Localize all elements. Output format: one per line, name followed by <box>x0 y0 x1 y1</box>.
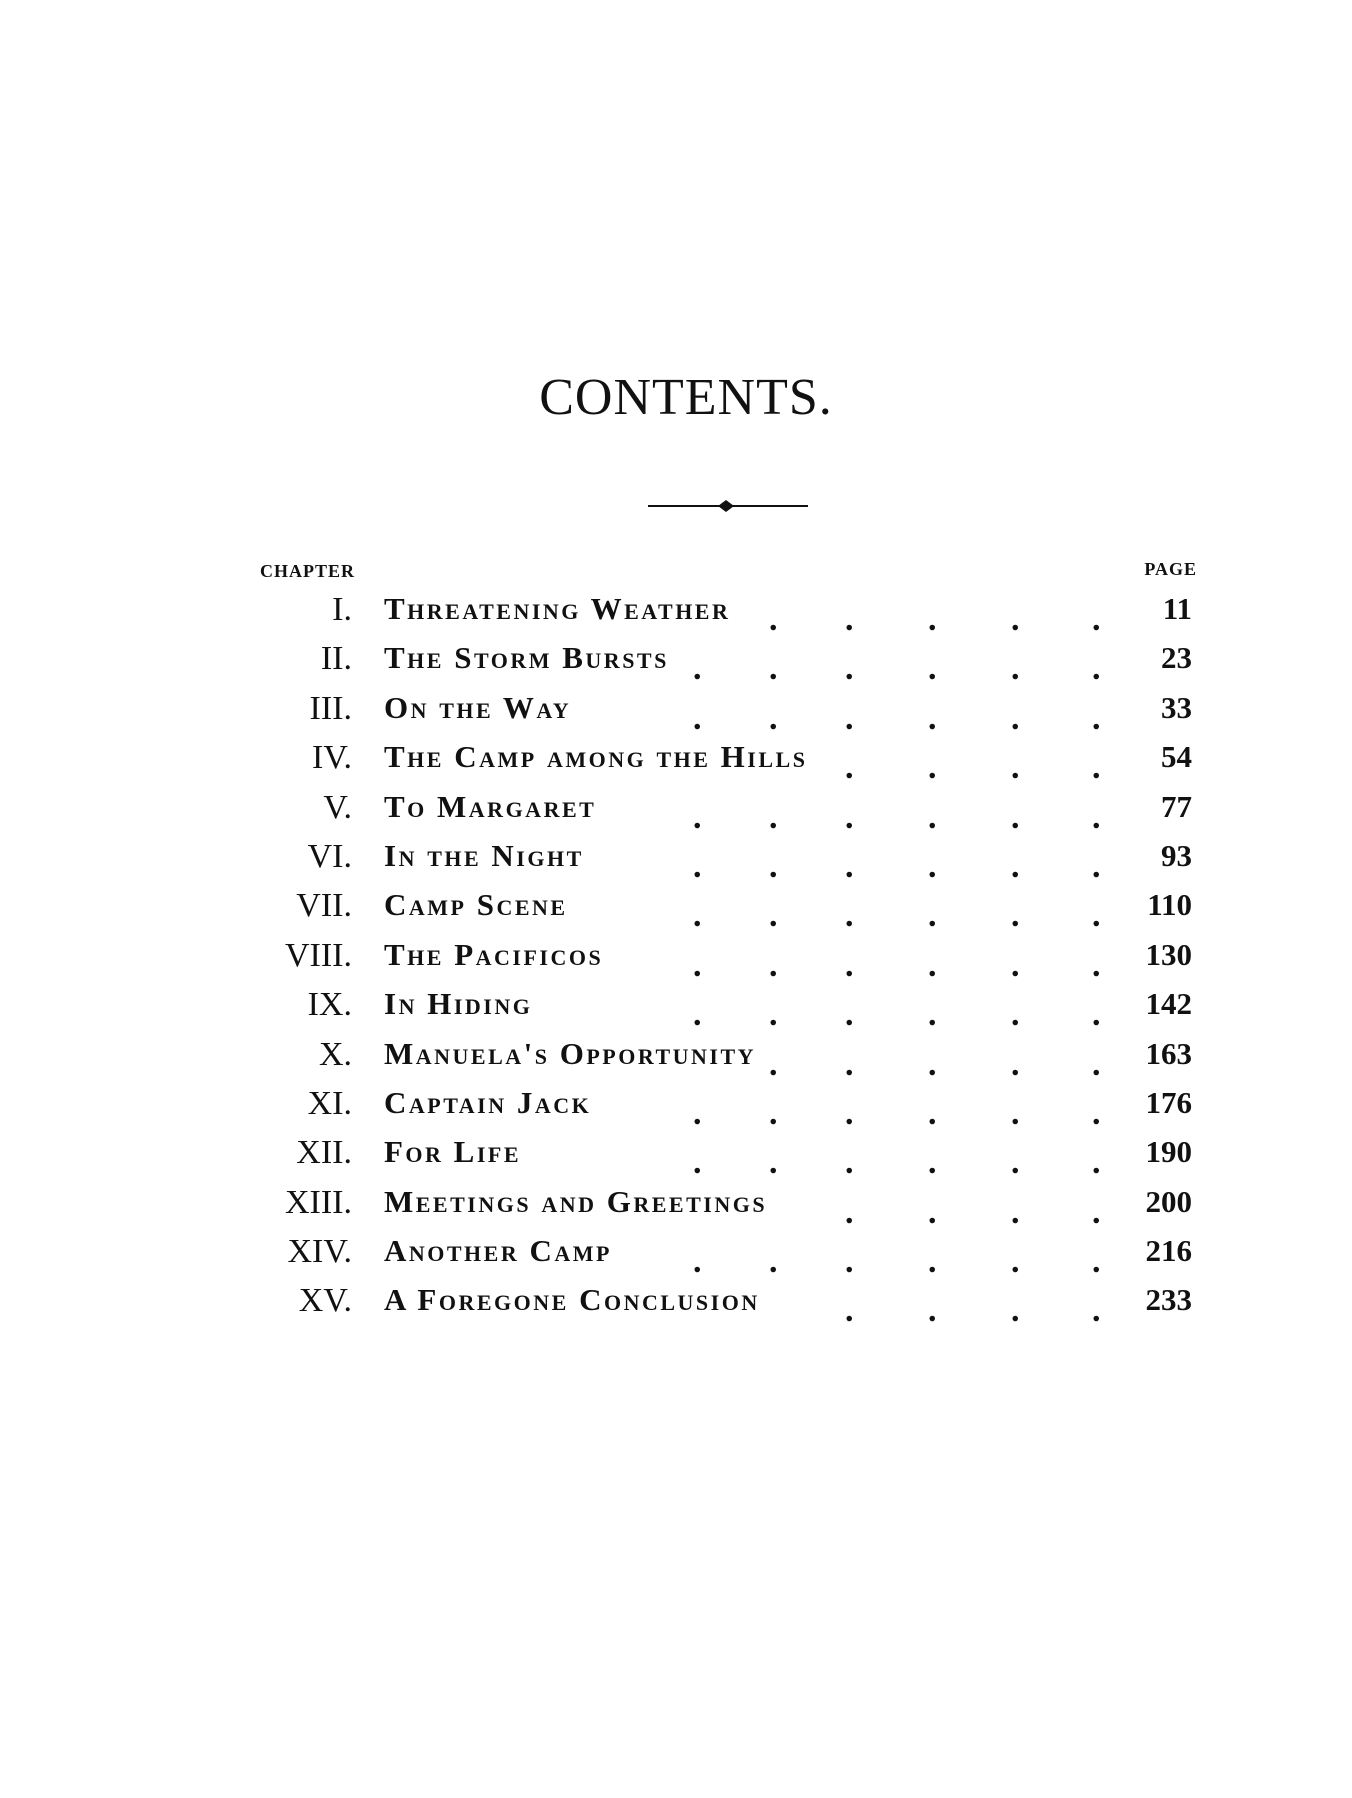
leader-dot: . <box>693 699 702 737</box>
chapter-page-number: 163 <box>1145 1035 1192 1071</box>
leader-dot: . <box>928 1144 937 1182</box>
chapter-title: The Storm Bursts <box>384 640 669 676</box>
chapter-numeral: VII. <box>296 887 352 925</box>
leader-dot: . <box>845 1292 854 1330</box>
chapter-page-number: 11 <box>1162 591 1192 626</box>
leader-dot: . <box>769 1144 778 1182</box>
dot-leaders <box>0 834 1352 883</box>
page-heading: PAGE <box>1144 559 1197 579</box>
chapter-numeral: XV. <box>298 1282 352 1320</box>
leader-dot: . <box>1092 847 1101 885</box>
leader-dot: . <box>769 996 778 1034</box>
leader-dot: . <box>928 1243 937 1281</box>
leader-dot: . <box>693 996 702 1034</box>
chapter-numeral: XII. <box>296 1134 352 1172</box>
chapter-title: Meetings and Greetings <box>384 1183 768 1219</box>
leader-dot: . <box>693 946 702 984</box>
toc-row <box>0 1081 1352 1130</box>
leader-dot: . <box>928 1094 937 1132</box>
leader-dot: . <box>769 946 778 984</box>
leader-dot: . <box>1011 749 1020 787</box>
leader-dot: . <box>845 847 854 885</box>
leader-dot: . <box>769 650 778 688</box>
toc-row <box>0 1130 1352 1182</box>
chapter-numeral: IX. <box>307 986 352 1024</box>
chapter-title: To Margaret <box>384 788 597 824</box>
leader-dot: . <box>928 798 937 836</box>
toc-row <box>0 1278 1352 1330</box>
leader-dot: . <box>1011 601 1020 638</box>
chapter-title: On the Way <box>384 689 572 725</box>
chapter-heading: CHAPTER <box>260 561 356 581</box>
toc-row <box>0 1180 1352 1229</box>
toc-row <box>0 636 1352 688</box>
chapter-page-number: 23 <box>1161 640 1192 676</box>
leader-dot: . <box>845 1045 854 1083</box>
leader-dot: . <box>928 847 937 885</box>
leader-dot: . <box>928 897 937 935</box>
leader-dot: . <box>928 946 937 984</box>
toc-row <box>0 1229 1352 1281</box>
leader-dot: . <box>1092 749 1101 787</box>
leader-dot: . <box>1011 1193 1020 1231</box>
leader-dot: . <box>693 650 702 688</box>
leader-dot: . <box>1011 946 1020 984</box>
chapter-page-number: 233 <box>1145 1282 1192 1318</box>
leader-dot: . <box>1092 650 1101 688</box>
ornament-divider <box>648 496 808 516</box>
leader-dot: . <box>1011 699 1020 737</box>
toc-row <box>0 834 1352 883</box>
leader-dot: . <box>769 847 778 885</box>
leader-dot: . <box>845 1094 854 1132</box>
leader-dot: . <box>1092 897 1101 935</box>
leader-dot: . <box>1011 798 1020 836</box>
leader-dot: . <box>845 1193 854 1231</box>
leader-dot: . <box>1011 847 1020 885</box>
table-of-contents <box>0 587 1352 1328</box>
leader-dot: . <box>928 996 937 1034</box>
leader-dot: . <box>1092 1045 1101 1083</box>
chapter-title: Threatening Weather <box>384 591 731 626</box>
toc-row <box>0 883 1352 935</box>
leader-dot: . <box>769 798 778 836</box>
leader-dot: . <box>845 1243 854 1281</box>
chapter-numeral: II. <box>320 640 352 678</box>
leader-dot: . <box>1011 1094 1020 1132</box>
leader-dot: . <box>1092 1243 1101 1281</box>
chapter-title: For Life <box>384 1134 522 1170</box>
chapter-title: Another Camp <box>384 1233 612 1269</box>
chapter-title: Captain Jack <box>384 1084 592 1120</box>
chapter-numeral: I. <box>332 591 352 628</box>
leader-dot: . <box>845 1144 854 1182</box>
chapter-title: In Hiding <box>384 986 533 1022</box>
chapter-page-number: 176 <box>1145 1084 1192 1120</box>
chapter-title: A Foregone Conclusion <box>384 1282 760 1318</box>
leader-dot: . <box>1092 1094 1101 1132</box>
toc-row <box>0 933 1352 982</box>
chapter-page-number: 142 <box>1145 986 1192 1022</box>
chapter-numeral: XI. <box>307 1084 352 1122</box>
leader-dot: . <box>1092 1144 1101 1182</box>
toc-row <box>0 686 1352 735</box>
toc-row <box>0 785 1352 834</box>
leader-dot: . <box>1092 996 1101 1034</box>
leader-dot: . <box>693 1094 702 1132</box>
leader-dot: . <box>1092 601 1101 638</box>
leader-dot: . <box>845 699 854 737</box>
leader-dot: . <box>693 798 702 836</box>
chapter-numeral: X. <box>318 1035 352 1073</box>
leader-dot: . <box>1011 1243 1020 1281</box>
chapter-page-number: 200 <box>1145 1183 1192 1219</box>
chapter-page-number: 216 <box>1145 1233 1192 1269</box>
leader-dot: . <box>769 1045 778 1083</box>
leader-dot: . <box>928 749 937 787</box>
toc-row <box>0 735 1352 787</box>
leader-dot: . <box>769 897 778 935</box>
leader-dot: . <box>928 601 937 638</box>
chapter-page-number: 54 <box>1161 739 1192 775</box>
leader-dot: . <box>1092 1193 1101 1231</box>
leader-dot: . <box>928 699 937 737</box>
leader-dot: . <box>928 1045 937 1083</box>
leader-dot: . <box>1092 946 1101 984</box>
leader-dot: . <box>1011 897 1020 935</box>
chapter-numeral: VIII. <box>284 936 352 974</box>
leader-dot: . <box>1011 996 1020 1034</box>
leader-dot: . <box>693 897 702 935</box>
chapter-numeral: IV. <box>312 739 352 777</box>
leader-dot: . <box>928 1292 937 1330</box>
leader-dot: . <box>1011 1292 1020 1330</box>
chapter-title: Camp Scene <box>384 887 568 923</box>
chapter-page-number: 130 <box>1145 936 1192 972</box>
chapter-numeral: V. <box>323 788 352 826</box>
leader-dot: . <box>1092 699 1101 737</box>
leader-dot: . <box>845 996 854 1034</box>
leader-dot: . <box>928 1193 937 1231</box>
toc-row <box>0 587 1352 636</box>
chapter-numeral: XIV. <box>287 1233 352 1271</box>
chapter-numeral: VI. <box>307 837 352 875</box>
leader-dot: . <box>928 650 937 688</box>
leader-dot: . <box>845 798 854 836</box>
leader-dot: . <box>1092 798 1101 836</box>
leader-dot: . <box>845 897 854 935</box>
leader-dot: . <box>1011 1045 1020 1083</box>
leader-dot: . <box>1011 1144 1020 1182</box>
toc-row <box>0 982 1352 1034</box>
chapter-title: Manuela's Opportunity <box>384 1035 757 1071</box>
dot-leaders <box>0 785 1352 834</box>
chapter-numeral: XIII. <box>284 1183 352 1221</box>
leader-dot: . <box>769 1243 778 1281</box>
page-title: CONTENTS. <box>539 369 833 426</box>
leader-dot: . <box>845 946 854 984</box>
chapter-page-number: 77 <box>1161 788 1192 824</box>
chapter-numeral: III. <box>309 689 352 727</box>
leader-dot: . <box>769 699 778 737</box>
leader-dot: . <box>693 1144 702 1182</box>
leader-dot: . <box>693 1243 702 1281</box>
toc-row <box>0 1032 1352 1081</box>
dot-leaders <box>0 636 1352 688</box>
leader-dot: . <box>1011 650 1020 688</box>
chapter-title: In the Night <box>384 837 584 873</box>
chapter-title: The Pacificos <box>384 936 604 972</box>
chapter-title: The Camp among the Hills <box>384 739 808 775</box>
leader-dot: . <box>769 1094 778 1132</box>
chapter-page-number: 190 <box>1145 1134 1192 1170</box>
chapter-page-number: 33 <box>1161 689 1192 725</box>
leader-dot: . <box>1092 1292 1101 1330</box>
leader-dot: . <box>769 601 778 638</box>
leader-dot: . <box>845 650 854 688</box>
chapter-page-number: 110 <box>1147 887 1192 923</box>
leader-dot: . <box>845 601 854 638</box>
chapter-page-number: 93 <box>1161 837 1192 873</box>
dot-leaders <box>0 686 1352 735</box>
leader-dot: . <box>693 847 702 885</box>
leader-dot: . <box>845 749 854 787</box>
